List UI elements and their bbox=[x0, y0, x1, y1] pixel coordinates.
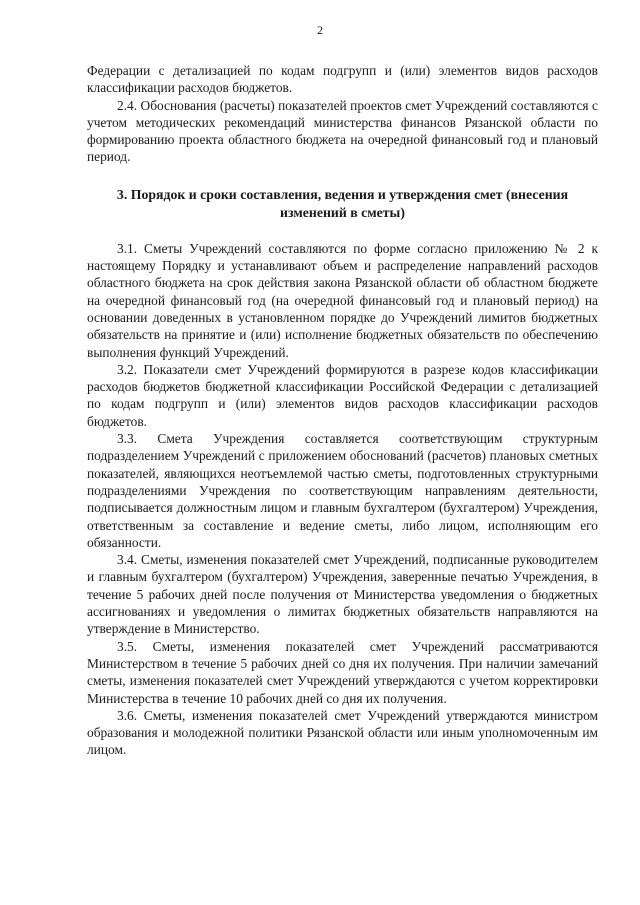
paragraph-2-4: 2.4. Обоснования (расчеты) показателей проектов смет Учреждений составляются с учетом методических рекомендаций министерства финансов Рязанской области по формированию проекта областного бюджета на очередной финансовый год и плановый период. bbox=[87, 97, 598, 165]
paragraph-3-1: 3.1. Сметы Учреждений составляются по форме согласно приложению № 2 к настоящему Порядку и устанавливают объем и распределение направлений расходов областного бюджета на срок действия закона Рязанской области об областном бюджете на очередной финансовый год (на очередной финансовый год и плановый период) на основании доведенных в установленном порядке до Учреждений лимитов бюджетных обязательств на принятие и (или) исполнение бюджетных обязательств по обеспечению выполнения функций Учреждений. bbox=[87, 240, 598, 360]
section-heading: 3. Порядок и сроки составления, ведения и утверждения смет (внесения изменений в сметы) bbox=[116, 186, 569, 220]
paragraph-3-5: 3.5. Сметы, изменения показателей смет Учреждений рассматриваются Министерством в течение 5 рабочих дней со дня их получения. При наличии замечаний сметы, изменения показателей смет Учреждений утверждаются с учетом корректировки Министерства в течение 10 рабочих дней со дня их получения. bbox=[87, 638, 598, 706]
paragraph-3-3: 3.3. Смета Учреждения составляется соответствующим структурным подразделением Учреждений с приложением обоснований (расчетов) плановых сметных показателей, являющихся неотъемлемой частью сметы, подготовленных структурными подразделениями Учреждения по соответствующим направлениям деятельности, подписывается должностным лицом и главным бухгалтером (бухгалтером) Учреждения, ответственным за составление и ведение сметы, либо лицом, исполняющим его обязанности. bbox=[87, 431, 598, 550]
page-number: 2 bbox=[317, 23, 323, 37]
document-body bbox=[87, 62, 598, 759]
paragraph-continuation: Федерации с детализацией по кодам подгрупп и (или) элементов видов расходов классификации расходов бюджетов. bbox=[87, 63, 598, 96]
paragraph-3-4: 3.4. Сметы, изменения показателей смет Учреждений, подписанные руководителем и главным бухгалтером (бухгалтером) Учреждения, заверенные печатью Учреждения, в течение 5 рабочих дней после получения от Министерства уведомления о бюджетных ассигнованиях и уведомления о лимитах бюджетных обязательств направляются на утверждение в Министерство. bbox=[87, 552, 598, 637]
paragraph-3-6: 3.6. Сметы, изменения показателей смет Учреждений утверждаются министром образования и молодежной политики Рязанской области или иным уполномоченным им лицом. bbox=[87, 707, 598, 758]
paragraph-3-2: 3.2. Показатели смет Учреждений формируются в разрезе кодов классификации расходов бюджетов бюджетной классификации Российской Федерации с детализацией по кодам подгрупп и (или) элементов видов расходов классификации расходов бюджетов. bbox=[87, 361, 598, 429]
